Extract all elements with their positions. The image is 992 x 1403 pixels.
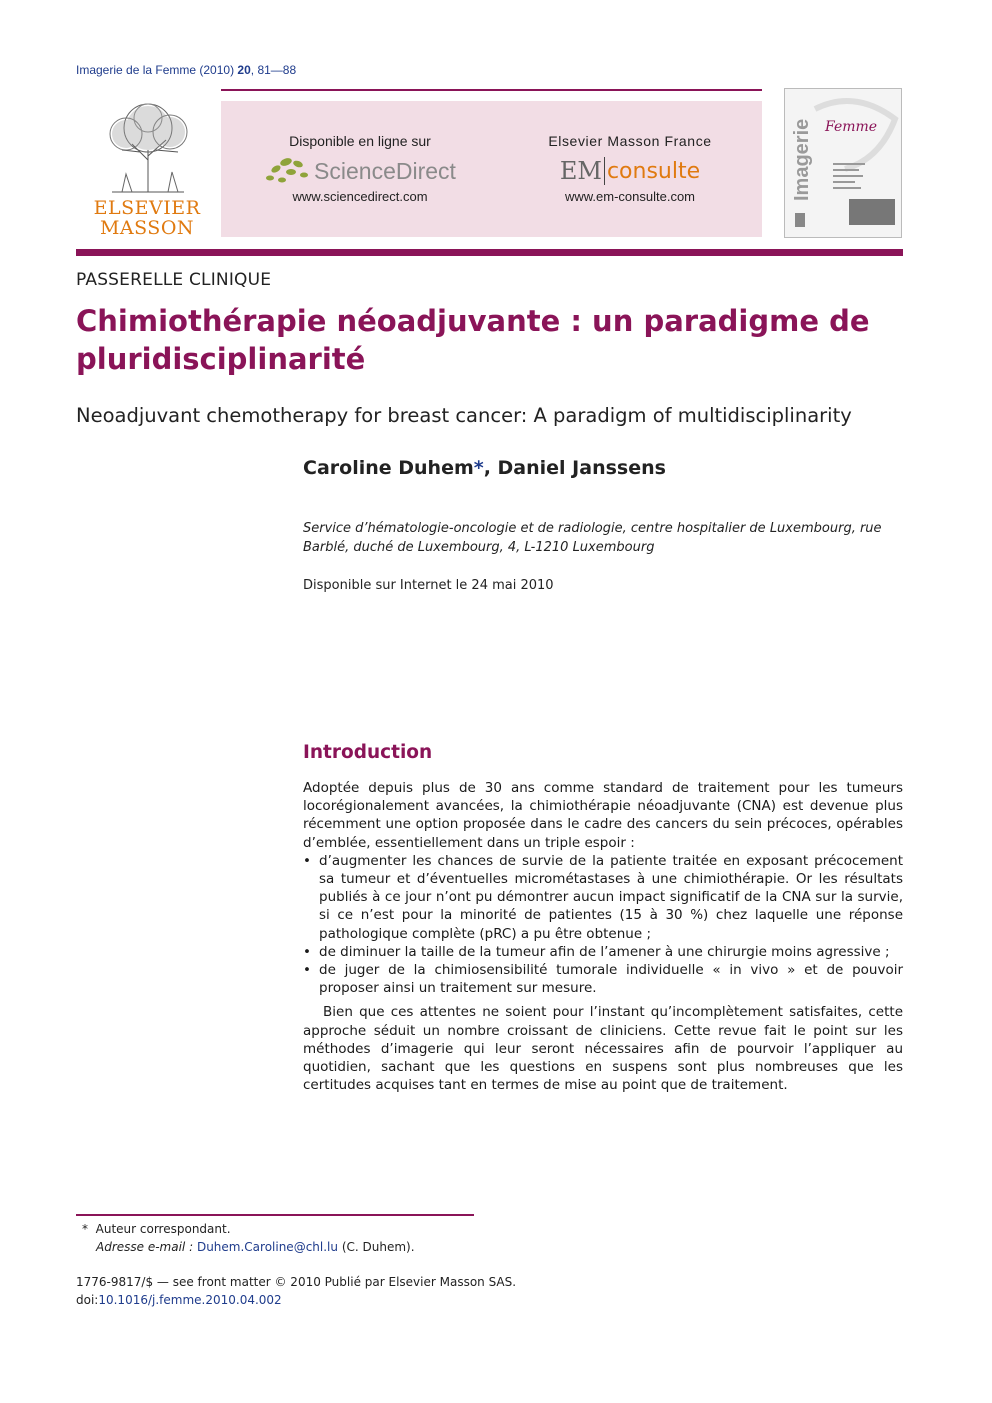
affiliation: Service d’hématologie-oncologie et de radiologie, centre hospitalier de Luxembourg, rue Barblé, duché de Luxembourg, 4, L-1210 Luxembourg bbox=[303, 521, 882, 555]
doi-link[interactable]: 10.1016/j.femme.2010.04.002 bbox=[98, 1293, 282, 1307]
emconsulte-logo-consulte: consulte bbox=[606, 158, 701, 184]
list-item bbox=[303, 943, 903, 961]
journal-pages: , 81—88 bbox=[250, 63, 297, 77]
emconsulte-url[interactable]: www.em-consulte.com bbox=[564, 189, 696, 204]
email-suffix: (C. Duhem). bbox=[341, 1240, 415, 1254]
bullet-list bbox=[303, 852, 903, 998]
doi-line bbox=[76, 1291, 516, 1309]
elsevier-wordmark: ELSEVIER bbox=[93, 197, 201, 219]
email-link[interactable]: Duhem.Caroline@chl.lu bbox=[196, 1240, 338, 1254]
journal-volume: 20 bbox=[237, 63, 251, 77]
footnote-text: Auteur correspondant. bbox=[95, 1222, 231, 1236]
journal-cover-thumbnail bbox=[784, 88, 902, 238]
issn-line: 1776-9817/$ — see front matter © 2010 Publié par Elsevier Masson SAS. bbox=[76, 1275, 517, 1289]
bullet-glyph: • bbox=[303, 962, 311, 979]
emconsulte-logo-divider bbox=[604, 157, 605, 185]
emconsulte-heading: Elsevier Masson France bbox=[548, 133, 712, 149]
sciencedirect-wordmark: ScienceDirect bbox=[314, 157, 456, 184]
sciencedirect-logo[interactable] bbox=[250, 155, 470, 187]
section-label: PASSERELLE CLINIQUE bbox=[76, 270, 272, 290]
list-item bbox=[303, 852, 903, 943]
footnote-rule bbox=[76, 1214, 474, 1216]
emconsulte-block bbox=[520, 133, 740, 204]
author-separator: , bbox=[483, 457, 498, 479]
introduction-body bbox=[303, 779, 903, 1094]
section-heading-introduction: Introduction bbox=[303, 742, 433, 763]
sciencedirect-url[interactable]: www.sciencedirect.com bbox=[292, 189, 428, 204]
corresponding-author-mark[interactable]: * bbox=[473, 457, 484, 479]
list-item-text: d’augmenter les chances de survie de la patiente traitée en exposant précocement sa tumeur et d’éventuelles micrométastases à une chimiothérapie. Or les résultats publiés à ce jour n’ont pu démontrer aucun impact significatif de la CNA sur la survie, si ce n’est pour la minorité de patientes (15 à 30 %) chez laquelle une réponse pathologique complète (pRC) a pu être obtenue ; bbox=[319, 852, 903, 942]
paragraph: Bien que ces attentes ne soient pour l’instant qu’incomplètement satisfaites, cette approche séduit un nombre croissant de cliniciens. Cette revue fait le point sur les méthodes d’imagerie qui leur seront nécessaires afin de pourvoir l’appliquer au quotidien, sachant que les questions en suspens sont plus nombreuses que les certitudes acquises tant en termes de mise au point que de traitement. bbox=[303, 1004, 903, 1094]
header-thick-rule bbox=[76, 249, 903, 256]
emconsulte-logo-em: EM bbox=[559, 157, 602, 185]
journal-citation bbox=[76, 63, 296, 77]
author-name: Caroline Duhem bbox=[303, 457, 474, 479]
author-name: Daniel Janssens bbox=[497, 457, 666, 479]
cover-title-script: Femme bbox=[825, 119, 878, 135]
article-title: Chimiothérapie néoadjuvante : un paradigme de pluridisciplinarité bbox=[76, 304, 870, 376]
header-rule bbox=[221, 89, 762, 91]
sciencedirect-leaf-icon bbox=[264, 156, 310, 186]
email-label: Adresse e-mail : bbox=[96, 1240, 194, 1254]
masson-wordmark: MASSON bbox=[99, 217, 195, 239]
emconsulte-logo[interactable] bbox=[520, 155, 740, 187]
footnote-mark: * bbox=[82, 1222, 88, 1236]
footnote-line bbox=[82, 1220, 415, 1238]
footnote bbox=[82, 1220, 415, 1256]
cover-title-vertical: Imagerie bbox=[791, 118, 813, 201]
sciencedirect-heading: Disponible en ligne sur bbox=[289, 133, 431, 149]
online-date: Disponible sur Internet le 24 mai 2010 bbox=[303, 578, 554, 593]
author-list bbox=[303, 457, 666, 479]
bullet-glyph: • bbox=[303, 852, 311, 869]
copyright-block bbox=[76, 1273, 516, 1309]
article-subtitle-english: Neoadjuvant chemotherapy for breast cancer: A paradigm of multidisciplinarity bbox=[76, 404, 852, 427]
journal-name: Imagerie de la Femme (2010) bbox=[76, 63, 235, 77]
list-item-text: de diminuer la taille de la tumeur afin de l’amener à une chirurgie moins agressive ; bbox=[319, 943, 890, 960]
list-item-text: de juger de la chimiosensibilité tumorale individuelle « in vivo » et de pouvoir proposer ainsi un traitement sur mesure. bbox=[319, 962, 903, 997]
bullet-glyph: • bbox=[303, 943, 311, 960]
list-item bbox=[303, 961, 903, 997]
sciencedirect-block bbox=[250, 133, 470, 204]
paragraph: Adoptée depuis plus de 30 ans comme standard de traitement pour les tumeurs locorégionalement avancées, la chimiothérapie néoadjuvante (CNA) est devenue plus récemment une option proposée dans le cadre des cancers du sein précoces, opérables d’emblée, essentiellement dans un triple espoir : bbox=[303, 780, 903, 851]
doi-label: doi: bbox=[76, 1293, 99, 1307]
email-line bbox=[82, 1238, 415, 1256]
